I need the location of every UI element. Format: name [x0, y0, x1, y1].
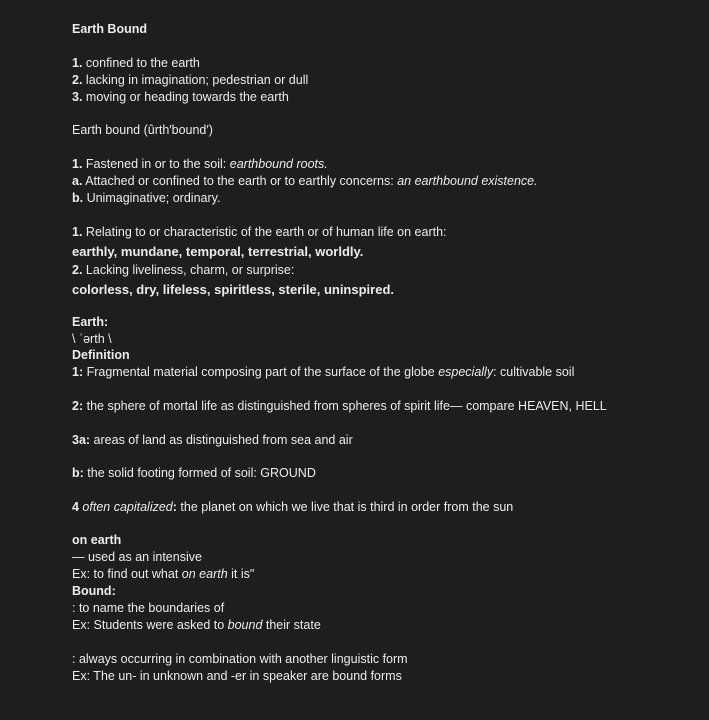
- definition-number: 2:: [72, 399, 84, 413]
- definition-line: [72, 398, 607, 415]
- on-earth-heading: on earth: [72, 533, 122, 547]
- pronunciation: \ ˈərth \: [72, 332, 112, 346]
- sense-example: an earthbound existence.: [397, 174, 538, 188]
- definition-text: : cultivable soil: [493, 365, 575, 379]
- sense-line: [72, 156, 328, 173]
- sense-number: 3.: [72, 90, 83, 104]
- sense-text: Lacking liveliness, charm, or surprise:: [82, 263, 295, 277]
- example-line: Ex: The un- in unknown and -er in speaker are bound forms: [72, 669, 402, 683]
- sense-text: Relating to or characteristic of the earth or of human life on earth:: [82, 225, 447, 239]
- example-line: [72, 617, 321, 634]
- sense-line: [72, 55, 200, 72]
- synonym-sense: [72, 224, 447, 241]
- sense-text: lacking in imagination; pedestrian or dull: [82, 73, 309, 87]
- sense-text: Attached or confined to the earth or to earthly concerns:: [82, 174, 398, 188]
- bound-heading: Bound:: [72, 584, 116, 598]
- example-emphasis: on earth: [181, 567, 228, 581]
- synonym-list: colorless, dry, lifeless, spiritless, sterile, uninspired.: [72, 282, 394, 297]
- definition-line: [72, 465, 316, 482]
- sense-text: Unimaginative; ordinary.: [83, 191, 221, 205]
- sense-number: 1.: [72, 225, 83, 239]
- definition-text: the solid footing formed of soil: GROUND: [83, 466, 316, 480]
- usage-note: — used as an intensive: [72, 550, 202, 564]
- example-line: [72, 566, 254, 583]
- definition-line: : always occurring in combination with another linguistic form: [72, 652, 408, 666]
- definition-text: the planet on which we live that is third in order from the sun: [176, 500, 514, 514]
- sense-text: moving or heading towards the earth: [82, 90, 289, 104]
- sense-line: [72, 72, 308, 89]
- sense-text: confined to the earth: [82, 56, 200, 70]
- sense-line: [72, 89, 289, 106]
- definition-line: [72, 364, 574, 381]
- example-emphasis: bound: [227, 618, 263, 632]
- definition-colon: :: [172, 500, 177, 514]
- synonym-list: earthly, mundane, temporal, terrestrial, worldly.: [72, 244, 364, 259]
- sense-example: earthbound roots.: [229, 157, 328, 171]
- headword-pronunciation: Earth bound (ûrth′bound′): [72, 123, 213, 137]
- definition-text: Fragmental material composing part of the surface of the globe: [83, 365, 439, 379]
- sense-line: [72, 173, 538, 190]
- entry-title: Earth Bound: [72, 22, 147, 36]
- definition-line: : to name the boundaries of: [72, 601, 225, 615]
- sense-number: b.: [72, 191, 84, 205]
- definition-number: 3a:: [72, 433, 91, 447]
- definition-line: [72, 432, 353, 449]
- synonym-sense: [72, 262, 294, 279]
- sense-number: 1.: [72, 157, 83, 171]
- definition-text: the sphere of mortal life as distinguished from spheres of spirit life— compare HEAVEN, HELL: [83, 399, 607, 413]
- sense-number: a.: [72, 174, 83, 188]
- sense-number: 2.: [72, 263, 83, 277]
- sense-text: Fastened in or to the soil:: [82, 157, 230, 171]
- example-text: Ex: Students were asked to: [72, 618, 228, 632]
- sense-number: 2.: [72, 73, 83, 87]
- definition-number: 1:: [72, 365, 84, 379]
- example-text: it is": [227, 567, 255, 581]
- earth-heading: Earth:: [72, 315, 109, 329]
- definition-number: 4: [72, 500, 79, 514]
- sense-number: 1.: [72, 56, 83, 70]
- definition-heading: Definition: [72, 348, 130, 362]
- example-text: Ex: to find out what: [72, 567, 182, 581]
- definition-number: b:: [72, 466, 84, 480]
- definition-emphasis: often capitalized: [78, 500, 173, 514]
- definition-emphasis: especially: [438, 365, 494, 379]
- definition-text: areas of land as distinguished from sea and air: [90, 433, 353, 447]
- sense-line: [72, 190, 220, 207]
- definition-line: [72, 499, 513, 516]
- example-text: their state: [262, 618, 321, 632]
